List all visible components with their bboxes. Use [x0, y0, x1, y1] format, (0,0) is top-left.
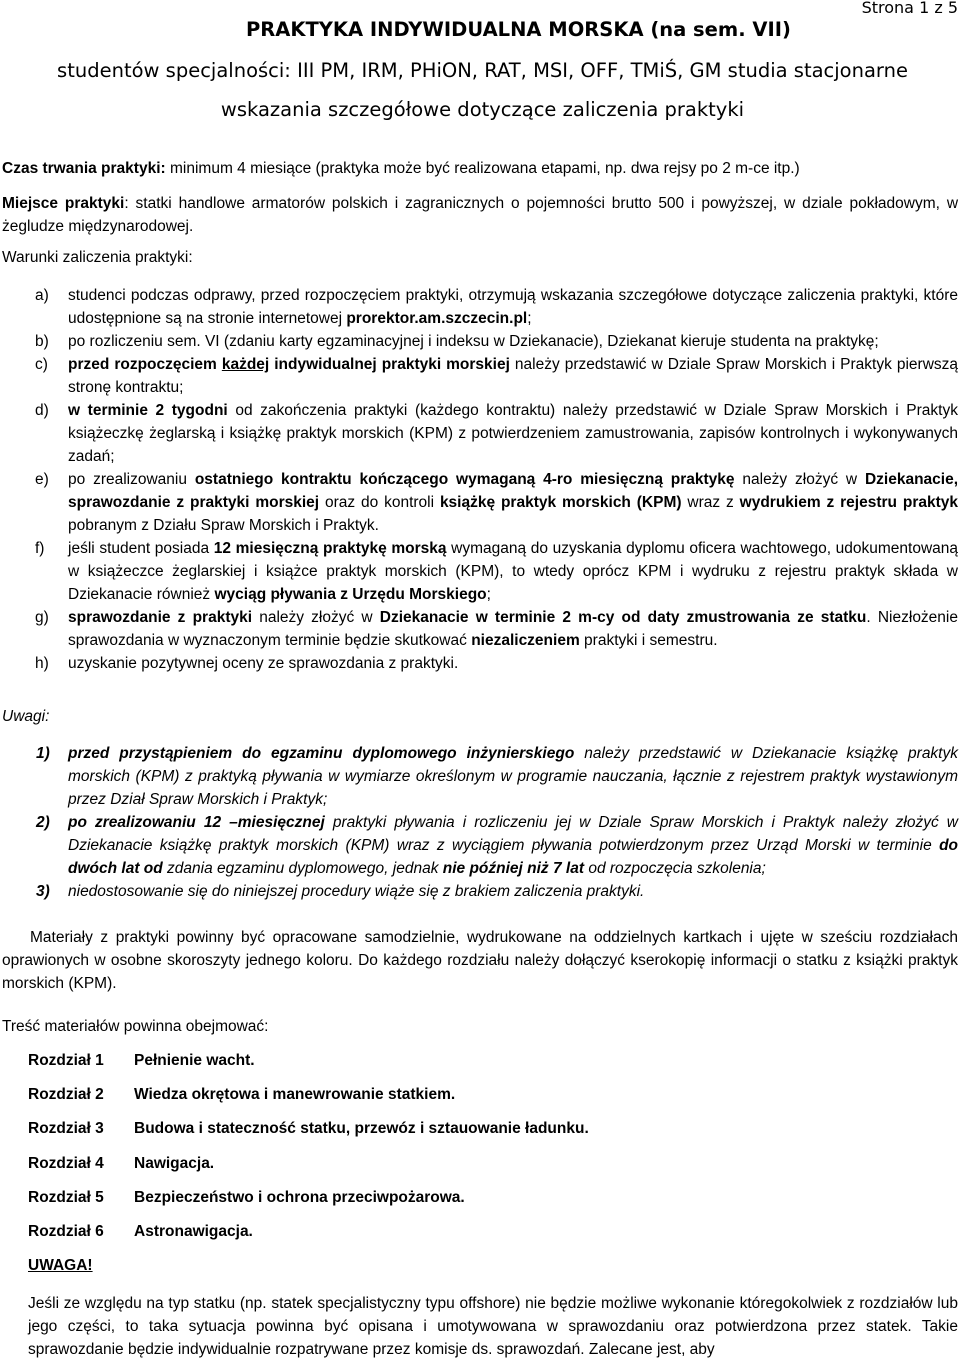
text-run: niedostosowanie się do niniejszej procedury wiąże się z brakiem zaliczenia praktyki. — [68, 883, 645, 900]
text-run: oraz do kontroli — [319, 494, 440, 511]
chapter-number: Rozdział 4 — [28, 1154, 104, 1172]
chapter-row — [28, 1189, 589, 1223]
condition-marker: e) — [35, 471, 49, 488]
duration-line — [2, 160, 800, 178]
text-run: pobranym z Działu Spraw Morskich i Praktyk. — [68, 517, 379, 534]
condition-item — [2, 606, 958, 652]
notes-label: Uwagi: — [2, 708, 50, 725]
emphasis-text: wyciąg pływania z Urzędu Morskiego — [214, 586, 487, 603]
document-subtitle-2: wskazania szczegółowe dotyczące zaliczenia praktyki — [220, 98, 745, 121]
text-run: jeśli student posiada — [68, 540, 214, 557]
chapter-row — [28, 1086, 589, 1120]
emphasis-text: sprawozdanie z praktyki — [68, 609, 253, 626]
emphasis-text: w terminie 2 tygodni — [68, 402, 228, 419]
text-run: zdania egzaminu dyplomowego, jednak — [162, 860, 443, 877]
place-text: : statki handlowe armatorów polskich i zagranicznych o pojemności brutto 500 i powyższej, w dziale pokładowym, w żegludze międzynarodowej. — [2, 195, 959, 235]
emphasis-text: nie później niż 7 lat — [442, 860, 585, 877]
emphasis-text: każdej — [221, 356, 270, 373]
condition-text — [68, 353, 958, 399]
note-item — [2, 742, 958, 811]
note-item — [2, 880, 958, 903]
condition-text — [68, 468, 958, 537]
text-run: ; — [527, 310, 532, 327]
condition-marker: b) — [35, 333, 49, 350]
place-paragraph — [2, 192, 958, 238]
emphasis-text: do dwóch lat od — [68, 837, 958, 877]
condition-item — [2, 284, 958, 330]
text-run: studenci podczas odprawy, przed rozpoczęciem praktyki, otrzymują wskazania szczegółowe dotyczące zaliczenia praktyki, które udostępnione są na stronie internetowej — [68, 287, 958, 327]
condition-marker: a) — [35, 287, 49, 304]
note-text — [68, 880, 958, 903]
text-run: po zrealizowaniu — [68, 471, 195, 488]
text-run: praktyki pływania i rozliczeniu jej w Dziale Spraw Morskich i Praktyk należy złożyć w Dziekanacie książkę praktyk morskich (KPM) wraz z wyciągiem pływania potwierdzonym przez Urząd Morski w terminie — [68, 814, 958, 854]
text-run: od rozpoczęcia szkolenia; — [584, 860, 766, 877]
warning-label: UWAGA! — [28, 1257, 93, 1274]
note-item — [2, 811, 958, 880]
note-marker: 1) — [36, 745, 50, 762]
materials-paragraph: Materiały z praktyki powinny być opracowane samodzielnie, wydrukowane na oddzielnych kartkach i ujęte w sześciu rozdziałach oprawionych w osobne skoroszyty jednego koloru. Do każdego rozdziału należy dołączyć kserokopię informacji o statku z książki praktyk morskich (KPM). — [2, 929, 958, 992]
warning-paragraph: Jeśli ze względu na typ statku (np. statek specjalistyczny typu offshore) nie będzie możliwe wykonanie któregokolwiek z rozdziałów lub jego części, to taka sytuacja powinna być opisana i umotywowana w sprawozdaniu oraz potwierdzona przez statek. Takie sprawozdanie będzie indywidualnie rozpatrywane przez komisje ds. sprawozdań. Zalecane jest, aby — [28, 1295, 958, 1358]
text-run: wraz z — [681, 494, 740, 511]
contents-label: Treść materiałów powinna obejmować: — [2, 1018, 269, 1035]
condition-item — [2, 537, 958, 606]
condition-text — [68, 399, 958, 468]
chapter-number: Rozdział 3 — [28, 1120, 104, 1138]
condition-marker: c) — [35, 356, 48, 373]
chapter-row — [28, 1223, 589, 1257]
chapter-title: Astronawigacja. — [134, 1222, 253, 1240]
text-run: praktyki i semestru. — [579, 632, 718, 649]
emphasis-text: przed przystąpieniem do egzaminu dyplomowego inżynierskiego — [68, 745, 575, 762]
condition-item — [2, 353, 958, 399]
duration-label: Czas trwania praktyki: — [2, 160, 166, 177]
chapter-title: Wiedza okrętowa i manewrowanie statkiem. — [134, 1086, 456, 1104]
conditions-list — [2, 284, 958, 675]
text-run: ; — [486, 586, 491, 603]
chapter-number: Rozdział 5 — [28, 1188, 104, 1206]
emphasis-text: ostatniego kontraktu kończącego wymaganą 4-ro miesięczną praktykę — [194, 471, 735, 488]
condition-marker: f) — [35, 540, 45, 557]
chapter-row — [28, 1155, 589, 1189]
emphasis-text: wydrukiem z rejestru praktyk — [739, 494, 959, 511]
text-run: należy złożyć w — [734, 471, 865, 488]
chapter-number: Rozdział 6 — [28, 1222, 104, 1240]
document-title: PRAKTYKA INDYWIDUALNA MORSKA (na sem. VII) — [246, 18, 791, 41]
text-run: należy przedstawić w Dziale Spraw Morskich i Praktyk pierwszą stronę kontraktu; — [68, 356, 959, 396]
condition-marker: g) — [35, 609, 49, 626]
note-marker: 2) — [36, 814, 50, 831]
condition-text — [68, 606, 958, 652]
condition-item — [2, 468, 958, 537]
text-run: należy przedstawić w Dziekanacie książkę praktyk morskich (KPM) z praktyką pływania w wymiarze określonym w programie nauczania, łącznie z rejestrem praktyk wystawionym przez Dział Spraw Morskich i Praktyk; — [68, 745, 958, 808]
emphasis-text: 12 miesięczną praktykę morską — [213, 540, 447, 557]
chapter-title: Bezpieczeństwo i ochrona przeciwpożarowa. — [134, 1188, 465, 1206]
text-run: uzyskanie pozytywnej oceny ze sprawozdania z praktyki. — [68, 655, 459, 672]
place-label: Miejsce praktyki — [2, 195, 125, 212]
document-subtitle: studentów specjalności: III PM, IRM, PHiON, RAT, MSI, OFF, TMiŚ, GM studia stacjonarne — [57, 59, 908, 82]
text-run: od zakończenia praktyki (każdego kontraktu) należy przedstawić w Dziale Spraw Morskich i Praktyk książeczkę żeglarską i książkę praktyk morskich (KPM) z potwierdzeniem zamustrowania, zapisów kontrolnych i wykonywanych zadań; — [68, 402, 958, 465]
note-text — [68, 742, 958, 811]
condition-item — [2, 652, 958, 675]
note-text — [68, 811, 958, 880]
text-run: należy złożyć w — [252, 609, 380, 626]
text-run: . Niezłożenie sprawozdania w wyznaczonym terminie będzie skutkować — [68, 609, 958, 649]
condition-text — [68, 652, 958, 675]
text-run: po rozliczeniu sem. VI (zdaniu karty egzaminacyjnej i indeksu w Dziekanacie), Dziekanat kieruje studenta na praktykę; — [68, 333, 879, 350]
chapter-title: Nawigacja. — [134, 1154, 215, 1172]
condition-text — [68, 330, 958, 353]
emphasis-text: po zrealizowaniu 12 –miesięcznej — [68, 814, 325, 831]
chapters-list — [28, 1052, 589, 1257]
emphasis-text: Dziekanacie, sprawozdanie z praktyki morskiej — [68, 471, 959, 511]
condition-marker: h) — [35, 655, 49, 672]
condition-marker: d) — [35, 402, 49, 419]
condition-item — [2, 399, 958, 468]
chapter-row — [28, 1120, 589, 1154]
emphasis-text: niezaliczeniem — [471, 632, 580, 649]
note-marker: 3) — [36, 883, 50, 900]
page-number: Strona 1 z 5 — [861, 0, 958, 17]
condition-text — [68, 284, 958, 330]
emphasis-text: przed rozpoczęciem — [68, 356, 222, 373]
chapter-title: Budowa i stateczność statku, przewóz i sztauowanie ładunku. — [134, 1120, 589, 1138]
duration-text: minimum 4 miesiące (praktyka może być realizowana etapami, np. dwa rejsy po 2 m-ce itp.) — [165, 160, 800, 177]
emphasis-text: prorektor.am.szczecin.pl — [346, 310, 528, 327]
chapter-number: Rozdział 1 — [28, 1052, 104, 1069]
condition-item — [2, 330, 958, 353]
notes-list — [2, 742, 958, 903]
chapter-number: Rozdział 2 — [28, 1086, 104, 1104]
text-run: wymaganą do uzyskania dyplomu oficera wachtowego, udokumentowaną w książeczce żeglarskiej i książce praktyk morskich (KPM), to wtedy oprócz KPM i wydruku z rejestru praktyk składa w Dziekanacie również — [68, 540, 959, 603]
emphasis-text: Dziekanacie w terminie 2 m-cy od daty zmustrowania ze statku — [379, 609, 867, 626]
condition-text — [68, 537, 958, 606]
conditions-label: Warunki zaliczenia praktyki: — [2, 249, 193, 266]
chapter-title: Pełnienie wacht. — [134, 1052, 255, 1069]
emphasis-text: książkę praktyk morskich (KPM) — [439, 494, 682, 511]
emphasis-text: indywidualnej praktyki morskiej — [269, 356, 510, 373]
chapter-row — [28, 1052, 589, 1086]
